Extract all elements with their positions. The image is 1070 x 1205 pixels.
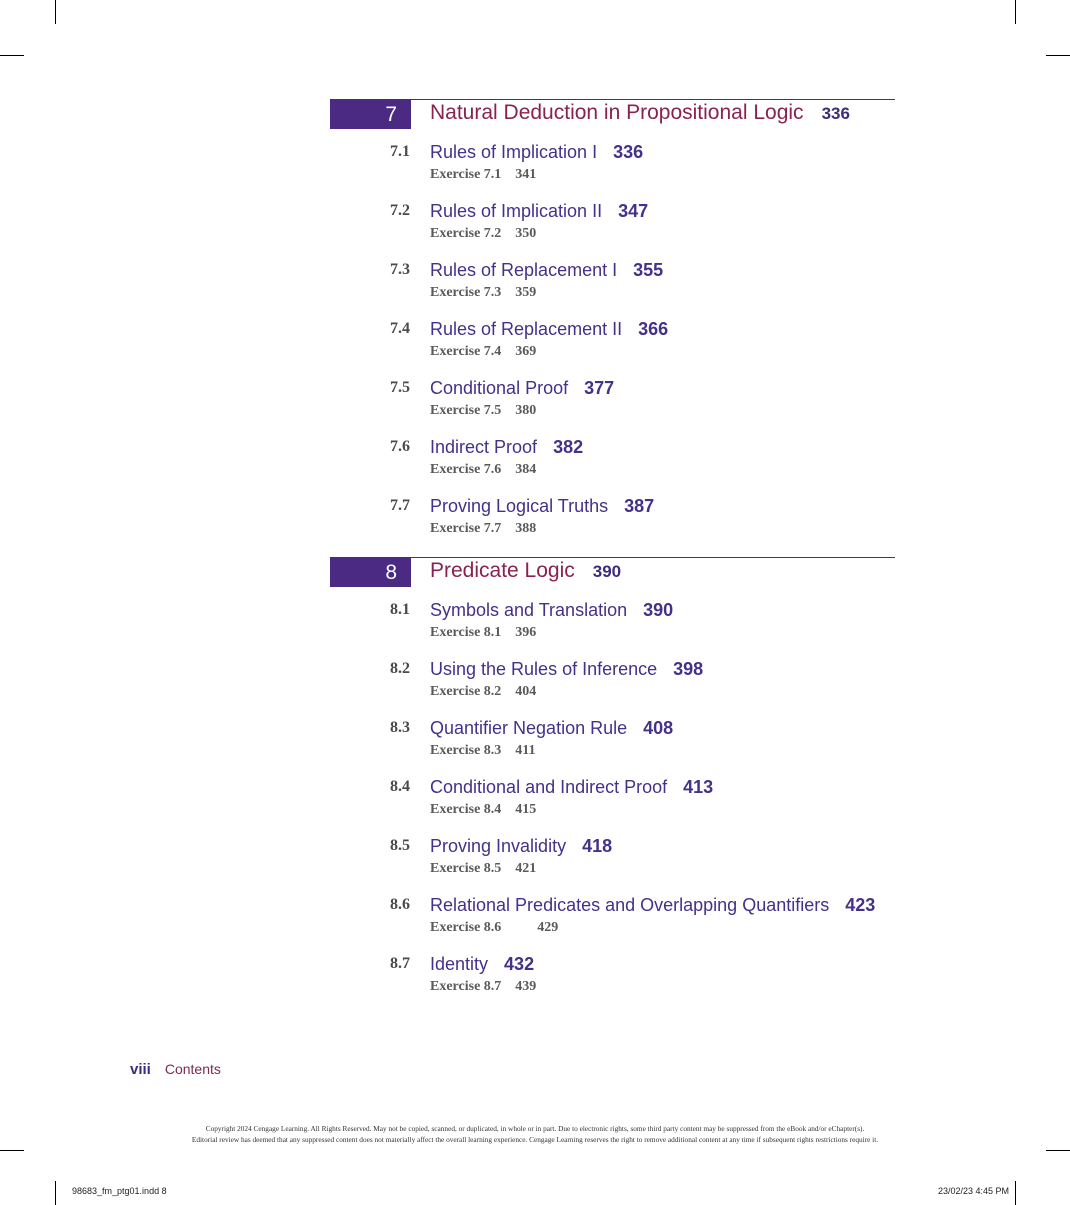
exercise-label: Exercise 8.4	[430, 802, 502, 817]
copyright-notice	[0, 1123, 1070, 1145]
chapter-number: 7	[330, 100, 411, 129]
exercise-page: 429	[537, 920, 559, 935]
exercise-page: 421	[515, 861, 537, 876]
exercise-entry	[430, 225, 536, 243]
exercise-label: Exercise 8.5	[430, 861, 502, 876]
section-title	[430, 377, 614, 401]
section-title-text: Identity	[430, 954, 489, 974]
exercise-label: Exercise 7.7	[430, 521, 502, 536]
section-title	[430, 894, 875, 918]
crop-mark	[55, 1181, 56, 1205]
toc-section[interactable]	[0, 835, 1070, 885]
section-title-text: Proving Logical Truths	[430, 496, 609, 516]
section-number: 7.4	[390, 320, 410, 337]
section-page: 347	[618, 201, 649, 221]
exercise-label: Exercise 7.4	[430, 344, 502, 359]
section-page: 387	[624, 496, 655, 516]
section-page: 366	[638, 319, 669, 339]
section-number: 8.2	[390, 660, 410, 677]
section-title	[430, 200, 648, 224]
exercise-page: 359	[515, 285, 537, 300]
exercise-entry	[430, 343, 536, 361]
copyright-line: Editorial review has deemed that any suppressed content does not materially affect the overall learning experience. Cengage Learning reserves the right to remove additional content at any time if subsequent rights restrictions require it.	[191, 1135, 879, 1144]
section-title	[430, 658, 703, 682]
section-title	[430, 953, 534, 977]
chapter-page: 336	[821, 104, 850, 123]
section-number: 7.5	[390, 379, 410, 396]
section-number: 8.7	[390, 955, 410, 972]
exercise-entry	[430, 166, 536, 184]
chapter-rule	[330, 99, 895, 100]
chapter-page: 390	[592, 562, 622, 581]
section-page: 390	[643, 600, 674, 620]
crop-mark	[1046, 1150, 1070, 1151]
exercise-label: Exercise 8.1	[430, 625, 502, 640]
crop-mark	[1015, 1181, 1016, 1205]
section-number: 8.4	[390, 778, 410, 795]
toc-section[interactable]	[0, 436, 1070, 486]
exercise-label: Exercise 8.6	[430, 920, 502, 935]
exercise-entry	[430, 520, 536, 538]
section-title-text: Quantifier Negation Rule	[430, 718, 628, 738]
section-number: 8.1	[390, 601, 410, 618]
exercise-entry	[430, 683, 536, 701]
toc-section[interactable]	[0, 717, 1070, 767]
exercise-entry	[430, 801, 536, 819]
exercise-label: Exercise 8.2	[430, 684, 502, 699]
exercise-page: 396	[515, 625, 537, 640]
toc-section[interactable]	[0, 776, 1070, 826]
exercise-page: 380	[515, 403, 537, 418]
section-page: 398	[673, 659, 704, 679]
chapter-number: 8	[330, 558, 411, 587]
section-title-text: Proving Invalidity	[430, 836, 567, 856]
section-number: 8.6	[390, 896, 410, 913]
exercise-page: 415	[515, 802, 537, 817]
section-page: 418	[582, 836, 613, 856]
toc-section[interactable]	[0, 953, 1070, 1003]
section-title-text: Rules of Replacement I	[430, 260, 618, 280]
exercise-entry	[430, 860, 536, 878]
toc-section[interactable]	[0, 318, 1070, 368]
exercise-label: Exercise 8.3	[430, 743, 502, 758]
section-title	[430, 318, 668, 342]
exercise-entry	[430, 461, 536, 479]
chapter-rule	[330, 557, 895, 558]
section-title	[430, 776, 713, 800]
crop-mark	[1046, 55, 1070, 56]
exercise-entry	[430, 284, 536, 302]
section-title-text: Conditional and Indirect Proof	[430, 777, 668, 797]
exercise-entry	[430, 742, 536, 760]
section-page: 413	[683, 777, 714, 797]
section-number: 7.2	[390, 202, 410, 219]
copyright-line: Copyright 2024 Cengage Learning. All Rights Reserved. May not be copied, scanned, or duplicated, in whole or in part. Due to electronic rights, some third party content may be suppressed from the eBook and/or eChapter(s).	[205, 1124, 865, 1133]
crop-mark	[55, 0, 56, 24]
toc-section[interactable]	[0, 200, 1070, 250]
section-title-text: Relational Predicates and Overlapping Quantifiers	[430, 895, 830, 915]
chapter-title	[430, 559, 621, 583]
section-title	[430, 717, 673, 741]
exercise-page: 439	[515, 979, 537, 994]
page-folio	[130, 1061, 221, 1079]
crop-mark	[0, 55, 24, 56]
section-title-text: Rules of Implication I	[430, 142, 598, 162]
section-number: 8.3	[390, 719, 410, 736]
exercise-label: Exercise 8.7	[430, 979, 502, 994]
toc-section[interactable]	[0, 377, 1070, 427]
toc-section[interactable]	[0, 894, 1070, 944]
exercise-label: Exercise 7.2	[430, 226, 502, 241]
section-number: 7.6	[390, 438, 410, 455]
exercise-entry	[430, 402, 536, 420]
section-title	[430, 436, 583, 460]
section-title	[430, 599, 673, 623]
exercise-page: 341	[515, 167, 537, 182]
exercise-page: 404	[515, 684, 537, 699]
section-page: 336	[613, 142, 644, 162]
folio-page-number: viii	[130, 1061, 151, 1078]
exercise-label: Exercise 7.6	[430, 462, 502, 477]
section-title	[430, 259, 663, 283]
slug-timestamp: 23/02/23 4:45 PM	[937, 1186, 1009, 1196]
exercise-page: 369	[515, 344, 537, 359]
chapter-heading[interactable]	[330, 557, 895, 587]
section-number: 7.3	[390, 261, 410, 278]
chapter-heading[interactable]	[330, 99, 895, 129]
section-title-text: Symbols and Translation	[430, 600, 628, 620]
exercise-page: 411	[515, 743, 536, 758]
section-title-text: Rules of Implication II	[430, 201, 603, 221]
chapter-title-text: Natural Deduction in Propositional Logic	[430, 101, 804, 124]
section-number: 8.5	[390, 837, 410, 854]
slug-filename: 98683_fm_ptg01.indd 8	[72, 1186, 167, 1196]
exercise-entry	[430, 919, 558, 937]
section-number: 7.1	[390, 143, 410, 160]
section-title	[430, 495, 654, 519]
section-title	[430, 141, 643, 165]
section-title-text: Using the Rules of Inference	[430, 659, 658, 679]
exercise-entry	[430, 978, 536, 996]
chapter-title-text: Predicate Logic	[430, 559, 575, 582]
section-page: 382	[553, 437, 584, 457]
section-page: 432	[504, 954, 535, 974]
toc-section[interactable]	[0, 599, 1070, 649]
section-page: 408	[643, 718, 674, 738]
chapter-title	[430, 101, 850, 125]
exercise-page: 384	[515, 462, 537, 477]
section-title	[430, 835, 612, 859]
crop-mark	[1015, 0, 1016, 24]
toc-section[interactable]	[0, 495, 1070, 545]
section-page: 377	[584, 378, 615, 398]
exercise-label: Exercise 7.5	[430, 403, 502, 418]
section-title-text: Conditional Proof	[430, 378, 569, 398]
toc-section[interactable]	[0, 141, 1070, 191]
folio-label: Contents	[164, 1061, 221, 1077]
exercise-entry	[430, 624, 536, 642]
exercise-page: 350	[515, 226, 537, 241]
toc-section[interactable]	[0, 658, 1070, 708]
section-title-text: Indirect Proof	[430, 437, 538, 457]
exercise-label: Exercise 7.1	[430, 167, 502, 182]
section-page: 423	[845, 895, 876, 915]
section-number: 7.7	[390, 497, 410, 514]
exercise-page: 388	[515, 521, 537, 536]
section-page: 355	[633, 260, 664, 280]
exercise-label: Exercise 7.3	[430, 285, 502, 300]
crop-mark	[0, 1150, 24, 1151]
toc-section[interactable]	[0, 259, 1070, 309]
section-title-text: Rules of Replacement II	[430, 319, 623, 339]
